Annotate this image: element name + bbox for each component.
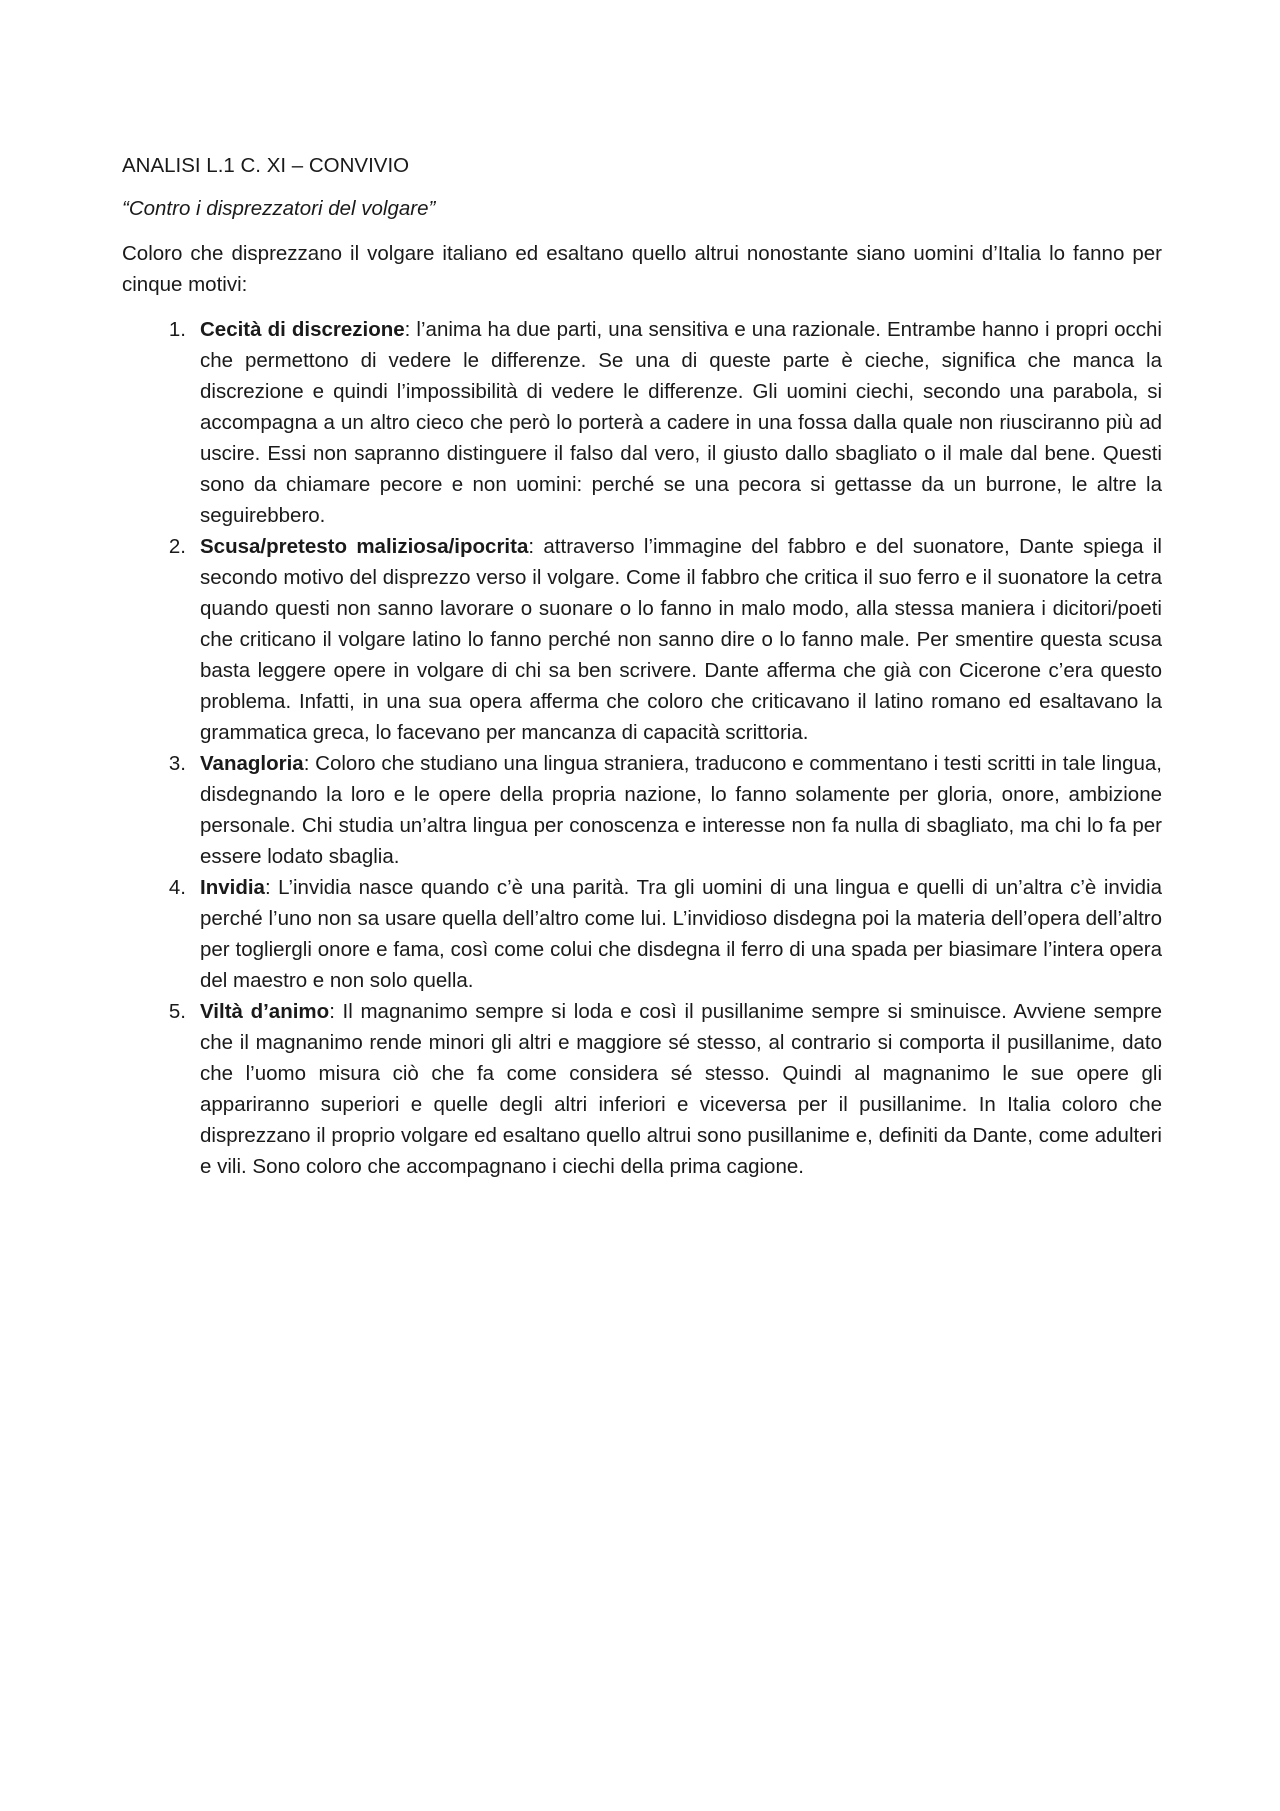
list-item-text: : Il magnanimo sempre si loda e così il pusillanime sempre si sminuisce. Avviene sempre che il magnanimo rende minori gli altri e maggiore sé stesso, al contrario si comporta il pusillanime, dato che l’uomo misura ciò che fa come considera sé stesso. Quindi al magnanimo le sue opere gli appariranno superiori e quelle degli altri inferiori e viceversa per il pusillanime. In Italia coloro che disprezzano il proprio volgare ed esaltano quello altrui sono pusillanime e, definiti da Dante, come adulteri e vili. Sono coloro che accompagnano i ciechi della prima cagione.: [200, 1000, 1162, 1178]
list-item-term: Invidia: [200, 876, 265, 899]
list-item-term: Scusa/pretesto maliziosa/ipocrita: [200, 535, 529, 558]
list-item-term: Vanagloria: [200, 752, 304, 775]
document-subtitle: “Contro i disprezzatori del volgare”: [122, 197, 436, 220]
document-page: [122, 150, 1162, 1182]
motives-list: [122, 314, 1162, 1182]
list-item: [122, 531, 1162, 748]
list-item: [122, 872, 1162, 996]
document-heading: ANALISI L.1 C. XI – CONVIVIO: [122, 154, 410, 177]
list-item-number: 2.: [168, 535, 186, 558]
document-intro: Coloro che disprezzano il volgare italiano ed esaltano quello altrui nonostante siano uomini d’Italia lo fanno per cinque motivi:: [122, 242, 1162, 296]
list-item-text: : l’anima ha due parti, una sensitiva e una razionale. Entrambe hanno i propri occhi che permettono di vedere le differenze. Se una di queste parte è cieche, significa che manca la discrezione e quindi l’impossibilità di vedere le differenze. Gli uomini ciechi, secondo una parabola, si accompagna a un altro cieco che però lo porterà a cadere in una fossa dalla quale non riusciranno più ad uscire. Essi non sapranno distinguere il falso dal vero, il giusto dallo sbagliato o il male dal bene. Questi sono da chiamare pecore e non uomini: perché se una pecora si gettasse da un burrone, le altre la seguirebbero.: [200, 318, 1162, 527]
list-item-term: Viltà d’animo: [200, 1000, 330, 1023]
list-item: [122, 748, 1162, 872]
list-item-term: Cecità di discrezione: [200, 318, 405, 341]
list-item-number: 5.: [168, 1000, 186, 1023]
list-item-text: : L’invidia nasce quando c’è una parità. Tra gli uomini di una lingua e quelli di un’altra c’è invidia perché l’uno non sa usare quella dell’altro come lui. L’invidioso disdegna poi la materia dell’opera dell’altro per togliergli onore e fama, così come colui che disdegna il ferro di una spada per biasimare l’intera opera del maestro e non solo quella.: [200, 876, 1162, 992]
list-item-number: 3.: [168, 752, 186, 775]
list-item-number: 1.: [168, 318, 186, 341]
list-item: [122, 314, 1162, 531]
list-item: [122, 996, 1162, 1182]
list-item-text: : Coloro che studiano una lingua straniera, traducono e commentano i testi scritti in tale lingua, disdegnando la loro e le opere della propria nazione, lo fanno solamente per gloria, onore, ambizione personale. Chi studia un’altra lingua per conoscenza e interesse non fa nulla di sbagliato, ma chi lo fa per essere lodato sbaglia.: [200, 752, 1162, 868]
list-item-number: 4.: [168, 876, 186, 899]
list-item-text: : attraverso l’immagine del fabbro e del suonatore, Dante spiega il secondo motivo del disprezzo verso il volgare. Come il fabbro che critica il suo ferro e il suonatore la cetra quando questi non sanno lavorare o suonare o lo fanno in malo modo, alla stessa maniera i dicitori/poeti che criticano il volgare latino lo fanno perché non sanno dire o lo fanno male. Per smentire questa scusa basta leggere opere in volgare di chi sa ben scrivere. Dante afferma che già con Cicerone c’era questo problema. Infatti, in una sua opera afferma che coloro che criticavano il latino romano ed esaltavano la grammatica greca, lo facevano per mancanza di capacità scrittoria.: [200, 535, 1162, 744]
